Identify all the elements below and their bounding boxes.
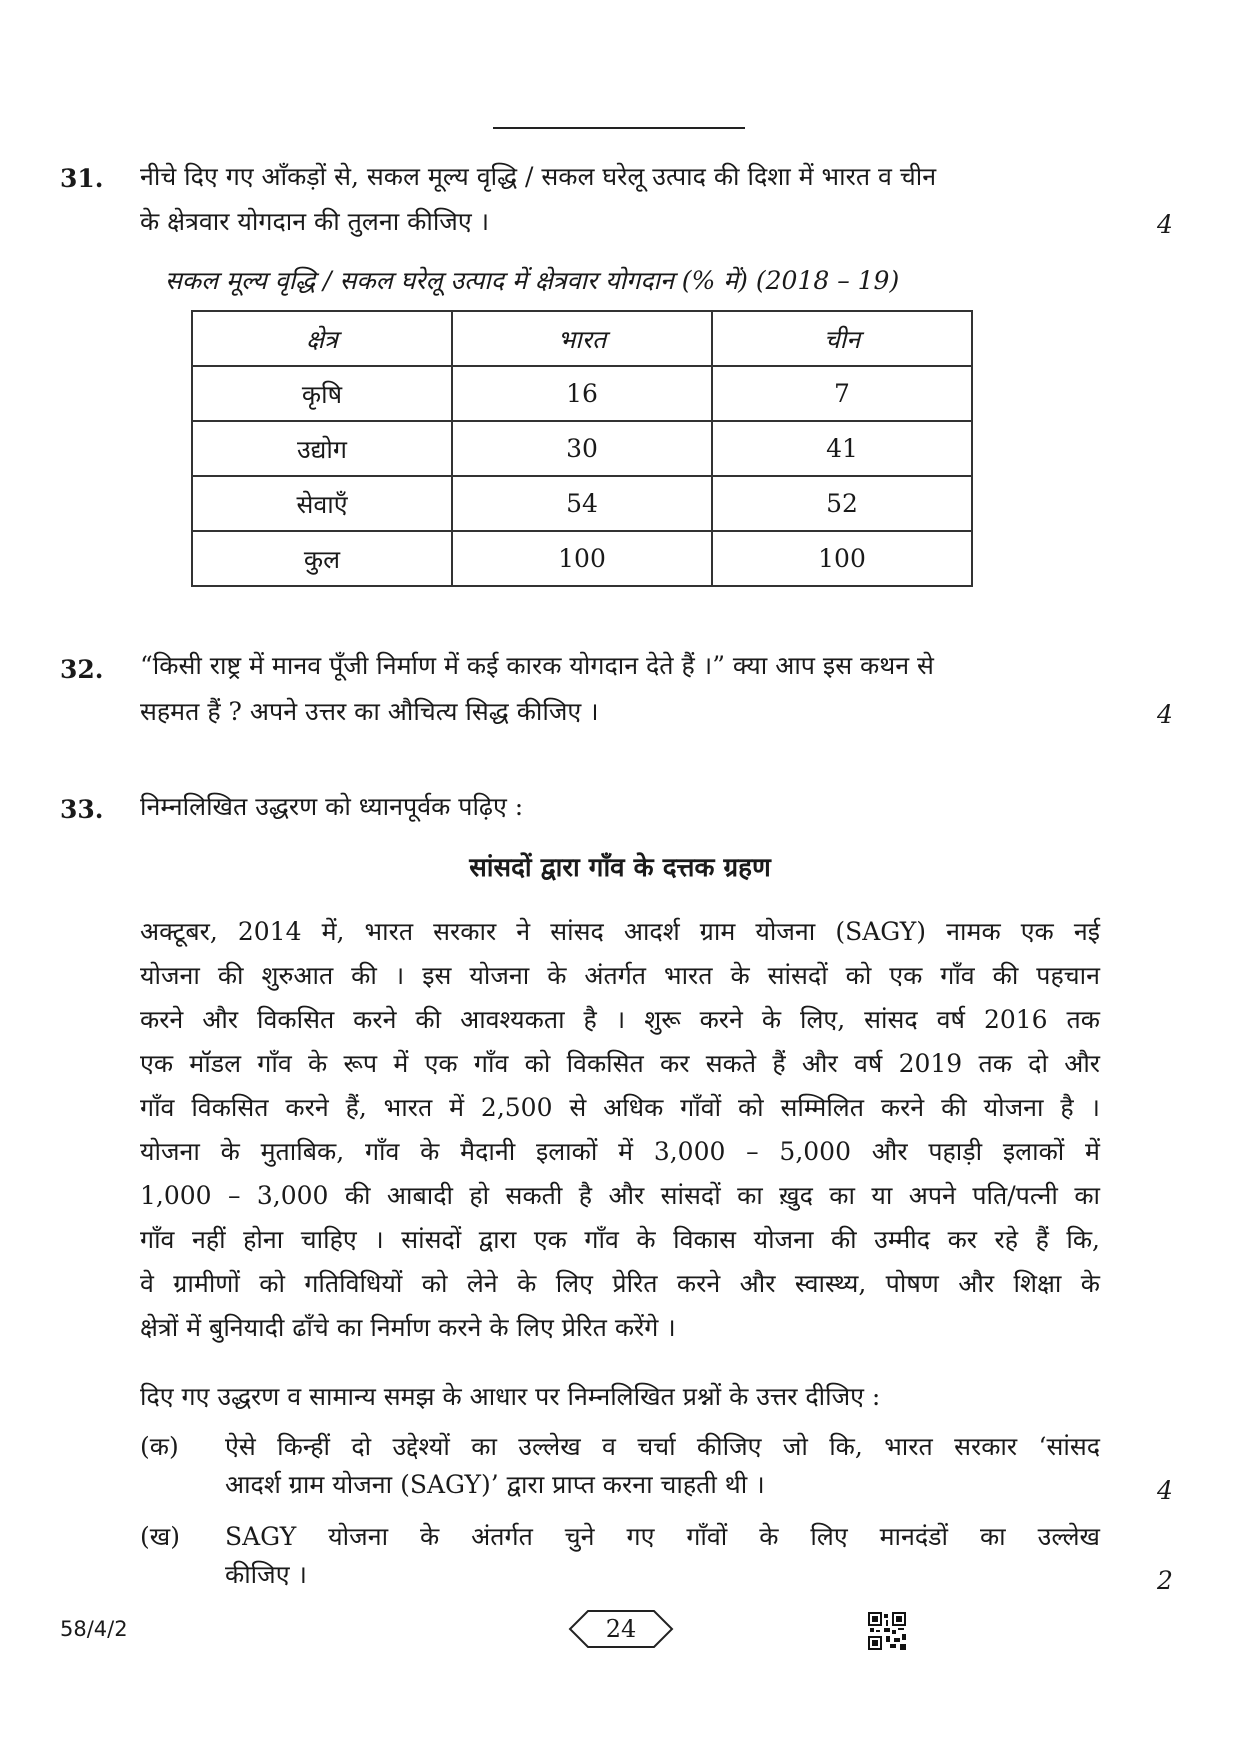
question-33-instruction: दिए गए उद्धरण व सामान्य समझ के आधार पर निम्नलिखित प्रश्नों के उत्तर दीजिए : [140, 1382, 881, 1411]
passage-line: वे ग्रामीणों को गतिविधियों को लेने के लिए प्रेरित करने और स्वास्थ्य, पोषण और शिक्षा के [140, 1269, 1100, 1298]
table-cell: 100 [452, 531, 712, 586]
table-cell: सेवाएँ [192, 476, 452, 531]
table-header-cell: क्षेत्र [192, 311, 452, 366]
sub-question-b-label: (ख) [140, 1522, 180, 1551]
sub-question-b-marks: 2 [1157, 1566, 1173, 1595]
question-31-line-1: नीचे दिए गए आँकड़ों से, सकल मूल्य वृद्धि / सकल घरेलू उत्पाद की दिशा में भारत व चीन [140, 162, 937, 191]
passage-line: एक मॉडल गाँव के रूप में एक गाँव को विकसित कर सकते हैं और वर्ष 2019 तक दो और [140, 1049, 1100, 1078]
passage-line: क्षेत्रों में बुनियादी ढाँचे का निर्माण करने के लिए प्रेरित करेंगे । [140, 1313, 676, 1342]
top-divider [493, 127, 745, 129]
table-cell: उद्योग [192, 421, 452, 476]
table-cell: कुल [192, 531, 452, 586]
passage-line: गाँव विकसित करने हैं, भारत में 2,500 से अधिक गाँवों को सम्मिलित करने की योजना है । [140, 1093, 1100, 1122]
sub-question-a-label: (क) [140, 1432, 179, 1461]
table-cell: 7 [712, 366, 972, 421]
qr-code-icon [868, 1612, 906, 1650]
table-row [192, 476, 972, 531]
table-cell: कृषि [192, 366, 452, 421]
sector-contribution-table [191, 310, 973, 587]
sub-question-b-line-2: कीजिए । [225, 1560, 307, 1589]
table-cell: 16 [452, 366, 712, 421]
page-number-badge [568, 1609, 674, 1649]
table-row [192, 366, 972, 421]
question-31-marks: 4 [1157, 210, 1173, 239]
question-32-line-1: “किसी राष्ट्र में मानव पूँजी निर्माण में कई कारक योगदान देते हैं ।” क्या आप इस कथन से [140, 651, 934, 680]
question-33-number: 33. [60, 795, 104, 824]
sub-question-a-line-1: ऐसे किन्हीं दो उद्देश्यों का उल्लेख व चर्चा कीजिए जो कि, भारत सरकार ‘सांसद [225, 1432, 1100, 1461]
table-row [192, 421, 972, 476]
passage-title: सांसदों द्वारा गाँव के दत्तक ग्रहण [469, 853, 771, 883]
passage-line: करने और विकसित करने की आवश्यकता है । शुरू करने के लिए, सांसद वर्ष 2016 तक [140, 1005, 1100, 1034]
table-cell: 41 [712, 421, 972, 476]
question-32-marks: 4 [1157, 700, 1173, 729]
sub-question-b-line-1: SAGY योजना के अंतर्गत चुने गए गाँवों के लिए मानदंडों का उल्लेख [225, 1522, 1100, 1551]
table-header-row [192, 311, 972, 366]
question-32-number: 32. [60, 655, 104, 684]
table-cell: 52 [712, 476, 972, 531]
table-cell: 30 [452, 421, 712, 476]
sub-question-a-marks: 4 [1157, 1476, 1173, 1505]
passage-line: अक्टूबर, 2014 में, भारत सरकार ने सांसद आदर्श ग्राम योजना (SAGY) नामक एक नई [140, 917, 1100, 946]
passage-line: गाँव नहीं होना चाहिए । सांसदों द्वारा एक गाँव के विकास योजना की उम्मीद कर रहे हैं कि, [140, 1225, 1100, 1254]
sub-question-a-line-2: आदर्श ग्राम योजना (SAGY)’ द्वारा प्राप्त करना चाहती थी । [225, 1470, 765, 1499]
question-32-line-2: सहमत हैं ? अपने उत्तर का औचित्य सिद्ध कीजिए । [140, 697, 599, 726]
page-number: 24 [605, 1615, 637, 1643]
question-31-number: 31. [60, 164, 104, 193]
question-33-intro: निम्नलिखित उद्धरण को ध्यानपूर्वक पढ़िए : [140, 792, 524, 821]
paper-code: 58/4/2 [60, 1617, 128, 1641]
table-header-cell: चीन [712, 311, 972, 366]
table-cell: 100 [712, 531, 972, 586]
table-cell: 54 [452, 476, 712, 531]
passage-line: योजना की शुरुआत की । इस योजना के अंतर्गत भारत के सांसदों को एक गाँव की पहचान [140, 961, 1100, 990]
table-row [192, 531, 972, 586]
table-header-cell: भारत [452, 311, 712, 366]
question-31-line-2: के क्षेत्रवार योगदान की तुलना कीजिए । [140, 207, 490, 236]
table-caption: सकल मूल्य वृद्धि / सकल घरेलू उत्पाद में क्षेत्रवार योगदान (% में) (2018 – 19) [165, 266, 900, 295]
passage-line: योजना के मुताबिक, गाँव के मैदानी इलाकों में 3,000 – 5,000 और पहाड़ी इलाकों में [140, 1137, 1100, 1166]
passage-line: 1,000 – 3,000 की आबादी हो सकती है और सांसदों का ख़ुद का या अपने पति/पत्नी का [140, 1181, 1100, 1210]
passage [140, 910, 1100, 1350]
